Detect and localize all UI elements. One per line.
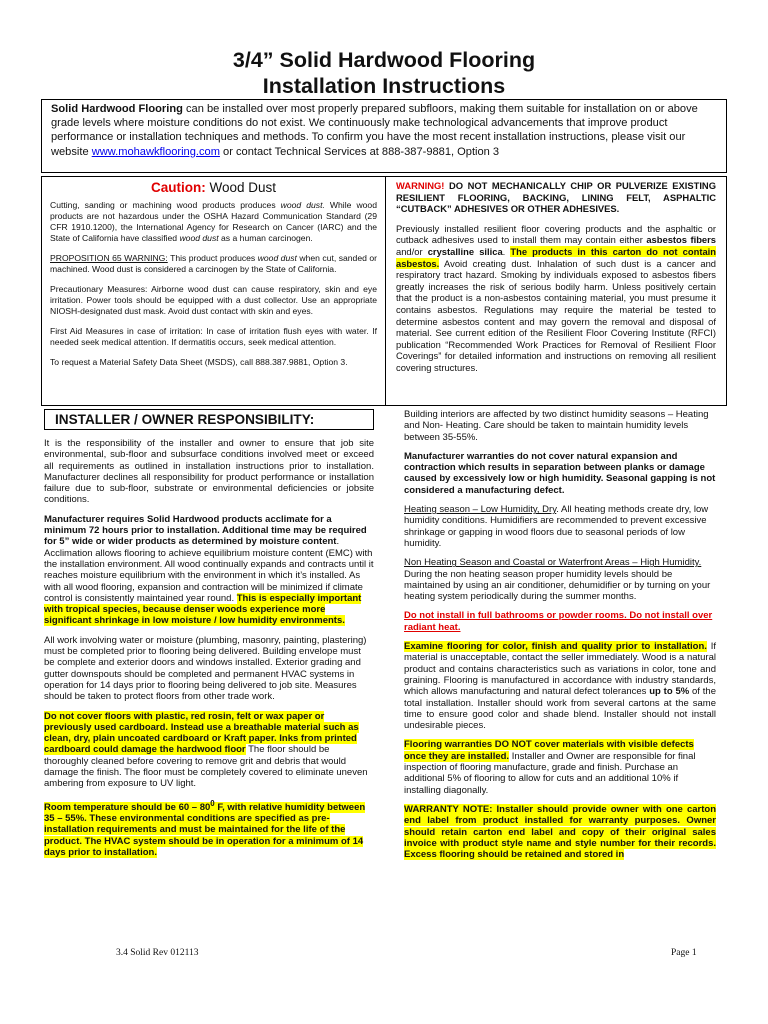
- caution-title: [50, 179, 377, 197]
- caution-wood-dust-box: [41, 176, 386, 406]
- floor-covering-paragraph: Do not cover floors with plastic, red rosin, felt or wax paper or previously used cardboard. Instead use a breathable material such as clean, dry, plain uncoated cardboard or Kraft paper. Inks from printed cardboard could damage the hardwood floor The floor should be thoroughly cleaned before covering to remove grit and debris that would damage the finish. The floor must be completely covered to eliminate uneven ambering from exposure to UV light.: [44, 710, 368, 790]
- room-temperature-paragraph: Room temperature should be $60 - 80^0$ F, with relative humidity between 35 – 55%. These environmental conditions are specified as pre-installation requirements and must be maintained for the life of the product. The HVAC system should be in operation for a minimum of 14 days prior to installation.: [44, 798, 366, 858]
- right-column: [404, 409, 716, 868]
- intro-lead: Solid Hardwood Flooring: [51, 103, 183, 115]
- left-column: [44, 409, 374, 866]
- msds-request: To request a Material Safety Data Sheet (MSDS), call 888.387.9881, Option 3.: [50, 357, 348, 367]
- warranty-note-paragraph: WARRANTY NOTE: Installer should provide owner with one carton end label from product installed for warranty purposes. Owner should retain carton end label and copy of their original sales invoice with product style name and style number for their records. Excess flooring should be retained and stored in: [404, 803, 716, 861]
- asbestos-warning-box: [386, 176, 727, 406]
- humidity-seasons-paragraph: Building interiors are affected by two distinct humidity seasons – Heating and Non- Heating. Care should be taken to maintain humidity levels between 35-55%.: [404, 409, 709, 443]
- non-heating-season-paragraph: Non Heating Season and Coastal or Waterfront Areas – High Humidity. During the non heating season proper humidity levels should be maintained by using an air conditioner, dehumidifier or by turning on your heating system periodically during the summer months.: [404, 557, 711, 603]
- warning-heading: WARNING! DO NOT MECHANICALLY CHIP OR PULVERIZE EXISTING RESILIENT FLOORING, BACKING, LINING FELT, ASPHALTIC “CUTBACK” ADHESIVES OR OTHER ADHESIVES.: [396, 180, 716, 215]
- revision-label: 3.4 Solid Rev 012113: [116, 948, 199, 958]
- document-subtitle: Installation Instructions: [262, 74, 506, 98]
- precautionary-measures: Precautionary Measures: Airborne wood dust can cause respiratory, skin and eye irritation. Power tools should be equipped with a dust collector. Use an appropriate NIOSH-designated dust mask. Avoid dust contact with skin and eyes.: [50, 284, 377, 316]
- responsibility-heading: INSTALLER / OWNER RESPONSIBILITY:: [44, 409, 374, 430]
- proposition-65-warning: PROPOSITION 65 WARNING: This product produces wood dust when cut, sanded or machined. Wood dust is considered a carcinogen by the State of California.: [50, 253, 377, 274]
- visible-defects-paragraph: Flooring warranties DO NOT cover materials with visible defects once they are installed. Installer and Owner are responsible for final inspection of flooring manufacture, grade and finish. Purchase an additional 5% of flooring to allow for cuts and an additional 10% if installing diagonally.: [404, 739, 696, 796]
- intro-text: can be installed over most properly prepared subfloors, making them suitable for installation on or above grade levels where moisture conditions do not exist. We continuously make technological advancements that improve product performance or installation techniques and methods. To confirm you have the most recent installation instructions, please visit our website: [51, 103, 698, 158]
- document-title: 3/4” Solid Hardwood Flooring: [232, 48, 536, 72]
- intro-tail: or contact Technical Services at 888-387-9881, Option 3: [219, 145, 500, 158]
- first-aid-measures: First Aid Measures in case of irritation: In case of irritation flush eyes with water. If needed seek medical attention. If dermatitis occurs, seek medical attention.: [50, 326, 377, 347]
- warning-body: Previously installed resilient floor covering products and the asphaltic or cutback adhesives used to install them may contain either asbestos fibers and/or crystalline silica. The products in this carton do not contain asbestos. Avoid creating dust. Inhalation of such dust is a cancer and respiratory tract hazard. Smoking by individuals exposed to asbestos fibers greatly increases the risk of serious bodily harm. Unless positively certain that the product is a non-asbestos containing material, you must presume it contains asbestos. Regulations may require the material be tested to determine asbestos content and may govern the removal and disposal of material. See current edition of the Resilient Floor Covering Institute (RFCI) publication “Recommended Work Practices for Removal of Resilient Floor Coverings” for detailed information and instructions on removing all resilient covering structures.: [396, 222, 716, 373]
- caution-paragraph-1: Cutting, sanding or machining wood products produces wood dust. While wood products are not hazardous under the OSHA Hazard Communication Standard (29 CFR 1910.1200), the International Agency for Research on Cancer (IARC) and the State of California have classified wood dust as a human carcinogen.: [50, 200, 377, 243]
- caution-label: Caution:: [150, 180, 206, 195]
- warranty-expansion-paragraph: Manufacturer warranties do not cover natural expansion and contraction which results in separation between planks or damage caused by excessively low or high humidity. Seasonal gapping is not considered a manufacturing defect.: [404, 450, 716, 496]
- caution-title-text: Wood Dust: [205, 180, 277, 195]
- heating-season-paragraph: Heating season – Low Humidity, Dry. All heating methods create dry, low humidity conditions. Humidifiers are recommended to prevent excessive shrinkage or gapping in wood floors due to seasonal periods of low humidity.: [404, 504, 709, 549]
- website-link[interactable]: www.mohawkflooring.com: [91, 145, 220, 158]
- examine-flooring-paragraph: Examine flooring for color, finish and quality prior to installation. If material is unacceptable, contact the seller immediately. Wood is a natural product and contains characteristics such as variations in color, tone and graining. Flooring is manufactured in accordance with industry standards, which allows manufacturing and natural defect tolerances up to 5% of the total installation. Installer should work from several cartons at the same time to ensure good color and shade blend. Installer should not install undesirable pieces.: [404, 641, 716, 732]
- moisture-work-paragraph: All work involving water or moisture (plumbing, masonry, painting, plastering) must be completed prior to flooring being delivered. Building envelope must be complete and exterior doors and windows installed. Exterior grading and gutter downspouts should be completed and permanent HVAC systems in operation for 14 days prior to flooring being delivered to job site. Measures should be taken to protect floors from other trade work.: [44, 634, 367, 703]
- acclimation-paragraph: Manufacturer requires Solid Hardwood products acclimate for a minimum 72 hours prior to installation. Additional time may be required for 5” wide or wider products as determined by moisture content. Acclimation allows flooring to achieve equilibrium moisture content (EMC) with the installation environment. All wood continually expands and contracts until it reaches moisture equilibrium with the environment in which it’s installed. As with all wood flooring, expansion and contraction will be minimized if climate control is consistently maintained year round. This is especially important with tropical species, because denser woods experience more significant shrinkage in low moisture / low humidity environments.: [44, 513, 374, 627]
- responsibility-paragraph: It is the responsibility of the installer and owner to ensure that job site environmental, sub-floor and subsurface conditions involved meet or exceed all requirements as outlined in installation instructions prior to installation. Manufacturer declines all responsibility for product performance or installation failure due to sub-floor, substrate or environmental deficiencies or jobsite conditions.: [44, 438, 374, 506]
- bathroom-warning: Do not install in full bathrooms or powder rooms. Do not install over radiant heat.: [404, 610, 713, 633]
- intro-box: [41, 99, 727, 173]
- page-number: Page 1: [671, 948, 697, 958]
